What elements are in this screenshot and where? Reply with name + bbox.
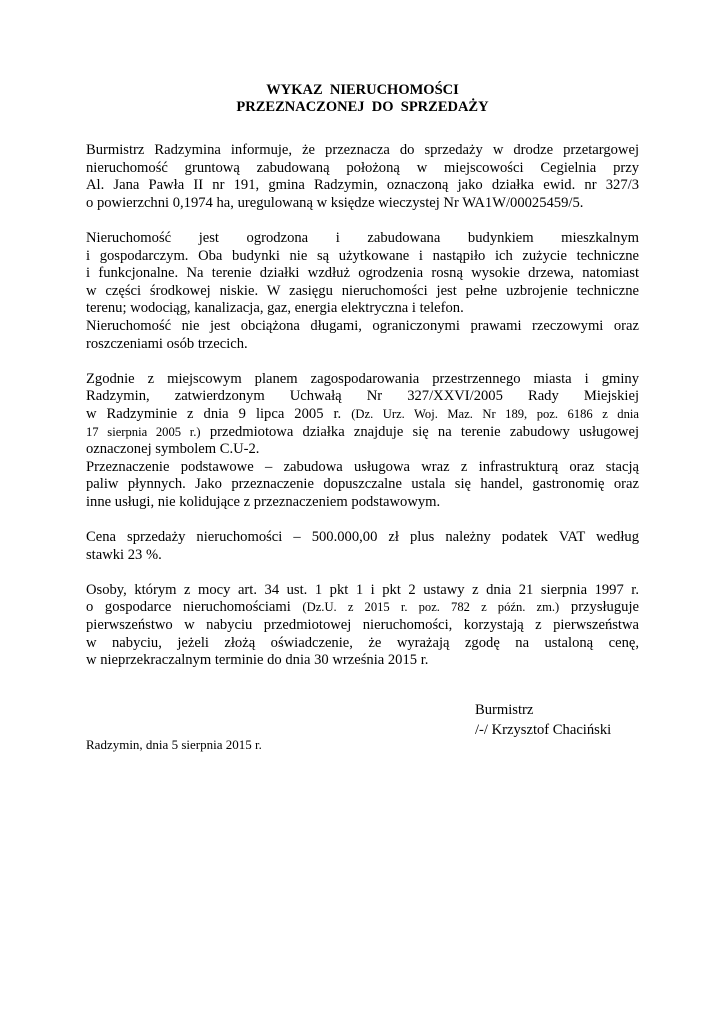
paragraph-property-description	[86, 230, 639, 353]
text-line: pierwszeństwo w nabyciu przedmiotowej nieruchomości, korzystają z pierwszeństwa	[86, 617, 639, 634]
text-line: w części środkowej niskie. W zasięgu nieruchomości jest pełne uzbrojenie techniczne	[86, 282, 639, 299]
text-line: paliw płynnych. Jako przeznaczenie dopuszczalne ustala się handel, gastronomię oraz	[86, 476, 639, 493]
text-line: Cena sprzedaży nieruchomości – 500.000,00 zł plus należny podatek VAT według	[86, 529, 639, 546]
text-segment: przedmiotowa działka znajduje się na terenie zabudowy usługowej	[209, 423, 640, 440]
text-line: i gospodarczym. Oba budynki nie są użytkowane i nastąpiło ich zużycie techniczne	[86, 247, 639, 264]
text-line: i funkcjonalne. Na terenie działki wzdłuż ogrodzenia rosną wysokie drzewa, natomiast	[86, 265, 639, 282]
text-line: stawki 23 %.	[86, 546, 162, 563]
signature-role: Burmistrz	[475, 702, 534, 718]
place-and-date: Radzymin, dnia 5 sierpnia 2015 r.	[86, 737, 262, 752]
gazette-reference: 17 sierpnia 2005 r.)	[86, 424, 201, 439]
text-line	[86, 406, 639, 424]
text-line: Al. Jana Pawła II nr 191, gmina Radzymin, oznaczoną jako działka ewid. nr 327/3	[86, 177, 639, 194]
paragraph-sale-announcement	[86, 142, 639, 212]
text-line: terenu; wodociąg, kanalizacja, gaz, energia elektryczna i telefon.	[86, 300, 464, 317]
text-line	[86, 424, 639, 442]
paragraph-price	[86, 529, 639, 564]
document-body	[86, 82, 639, 670]
text-line: Nieruchomość nie jest obciążona długami, ograniczonymi prawami rzeczowymi oraz	[86, 317, 639, 334]
text-line: nieruchomość gruntową zabudowaną położoną w miejscowości Cegielnia przy	[86, 159, 639, 176]
text-line: Burmistrz Radzymina informuje, że przeznacza do sprzedaży w drodze przetargowej	[86, 142, 639, 158]
text-line: roszczeniami osób trzecich.	[86, 335, 248, 352]
text-line: w nieprzekraczalnym terminie do dnia 30 września 2015 r.	[86, 652, 429, 669]
paragraph-priority-rights	[86, 582, 639, 670]
gazette-reference: (Dz. Urz. Woj. Maz. Nr 189, poz. 6186 z dnia	[351, 406, 639, 421]
title-line-1: WYKAZ NIERUCHOMOŚCI	[266, 82, 459, 98]
document-title	[86, 82, 639, 116]
text-line	[86, 599, 639, 617]
text-line: inne usługi, nie kolidujące z przeznaczeniem podstawowym.	[86, 493, 441, 510]
text-line: Radzymin, zatwierdzonym Uchwałą Nr 327/XXVI/2005 Rady Miejskiej	[86, 388, 639, 405]
journal-reference: (Dz.U. z 2015 r. poz. 782 z późn. zm.)	[302, 600, 560, 615]
text-line: Zgodnie z miejscowym planem zagospodarowania przestrzennego miasta i gminy	[86, 370, 639, 387]
text-line: Przeznaczenie podstawowe – zabudowa usługowa wraz z infrastrukturą oraz stacją	[86, 458, 639, 475]
paragraph-zoning-plan	[86, 371, 639, 512]
text-line: w nabyciu, jeżeli złożą oświadczenie, że wyrażają zgodę na ustaloną cenę,	[86, 634, 639, 651]
text-segment: przysługuje	[570, 599, 639, 616]
text-segment: w Radzyminie z dnia 9 lipca 2005 r.	[86, 405, 342, 422]
signature-block	[475, 700, 611, 740]
text-line: oznaczonej symbolem C.U-2.	[86, 441, 260, 458]
title-line-2: PRZEZNACZONEJ DO SPRZEDAŻY	[236, 99, 489, 115]
text-line: Osoby, którym z mocy art. 34 ust. 1 pkt 1 i pkt 2 ustawy z dnia 21 sierpnia 1997 r.	[86, 581, 639, 598]
text-segment: o gospodarce nieruchomościami	[86, 599, 291, 616]
signature-name: /-/ Krzysztof Chaciński	[475, 722, 612, 738]
text-line: Nieruchomość jest ogrodzona i zabudowana budynkiem mieszkalnym	[86, 229, 639, 246]
text-line: o powierzchni 0,1974 ha, uregulowaną w księdze wieczystej Nr WA1W/00025459/5.	[86, 194, 584, 211]
